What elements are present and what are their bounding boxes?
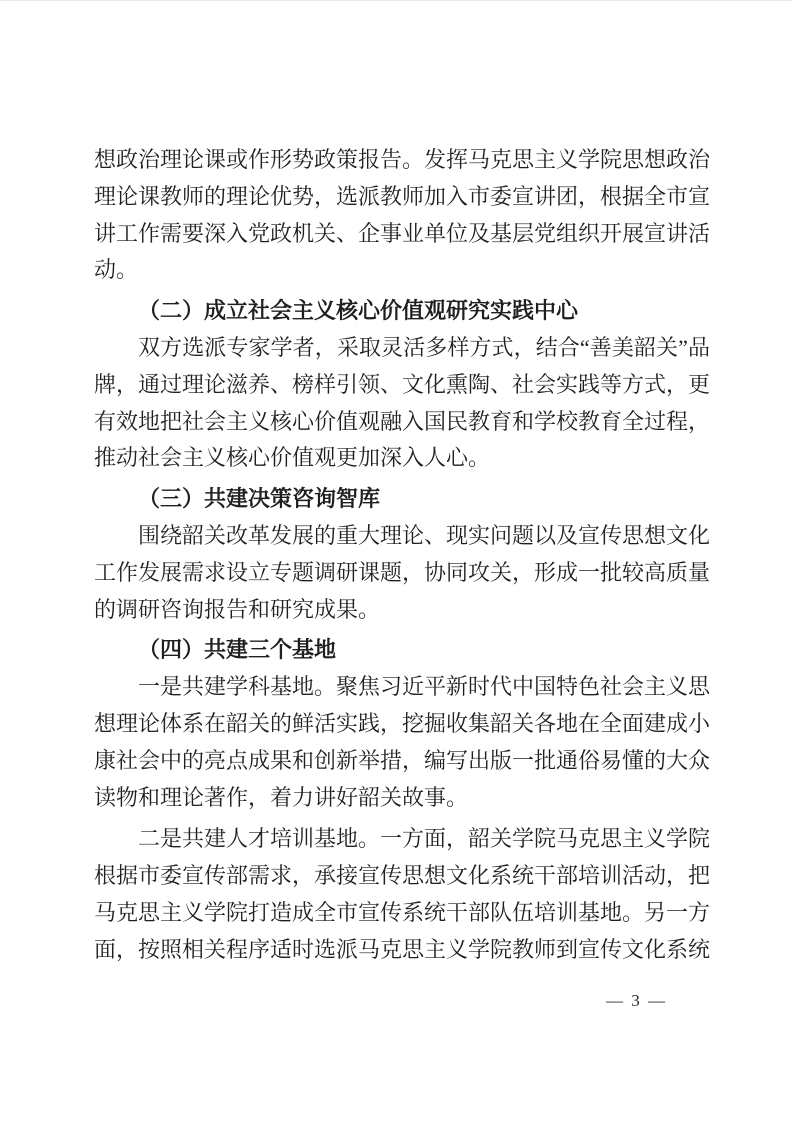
paragraph: 一是共建学科基地。聚焦习近平新时代中国特色社会主义思想理论体系在韶关的鲜活实践，挖掘收集韶关各地在全面建成小康社会中的亮点成果和创新举措，编写出版一批通俗易懂的大众读物和理论著作，着力讲好韶关故事。 [94, 674, 711, 810]
paragraph-continuation: 想政治理论课或作形势政策报告。发挥马克思主义学院思想政治理论课教师的理论优势，选派教师加入市委宣讲团，根据全市宣讲工作需要深入党政机关、企事业单位及基层党组织开展宣讲活动。 [94, 147, 711, 283]
paragraph: 双方选派专家学者，采取灵活多样方式，结合“善美韶关”品牌，通过理论滋养、榜样引领、文化熏陶、社会实践等方式，更有效地把社会主义核心价值观融入国民教育和学校教育全过程，推动社会主义核心价值观更加深入人心。 [94, 334, 711, 471]
section-heading-2: （二）成立社会主义核心价值观研究实践中心 [138, 298, 579, 324]
document-body [94, 142, 710, 969]
paragraph: 围绕韶关改革发展的重大理论、现实问题以及宣传思想文化工作发展需求设立专题调研课题，协同攻关，形成一批较高质量的调研咨询报告和研究成果。 [94, 522, 711, 622]
section-heading-4: （四）共建三个基地 [138, 637, 337, 663]
page-number: — 3 — [606, 991, 667, 1010]
section-heading-3: （三）共建决策咨询智库 [138, 486, 381, 512]
paragraph: 二是共建人才培训基地。一方面，韶关学院马克思主义学院根据市委宣传部需求，承接宣传思想文化系统干部培训活动，把马克思主义学院打造成全市宣传系统干部队伍培训基地。另一方面，按照相关程序适时选派马克思主义学院教师到宣传文化系统 [94, 826, 711, 962]
